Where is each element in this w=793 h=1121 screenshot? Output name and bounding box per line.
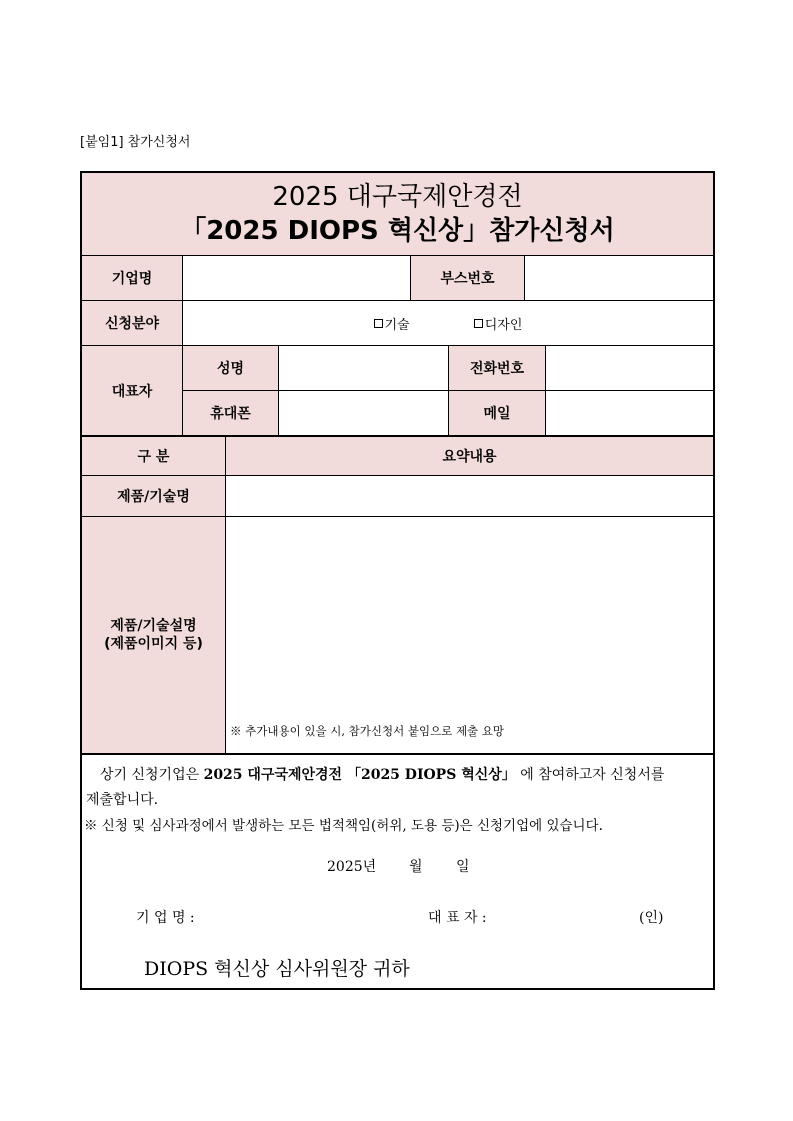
product-desc-label: 제품/기술설명 (제품이미지 등)	[82, 517, 225, 753]
title-line1: 2025 대구국제안경전	[272, 182, 523, 212]
date-day: 일	[456, 859, 470, 875]
company-name-field[interactable]	[183, 256, 410, 300]
email-label: 메일	[449, 391, 545, 435]
liability-note: ※ 신청 및 심사과정에서 발생하는 모든 법적책임(허위, 도용 등)은 신청기업에 있습니다.	[84, 818, 603, 834]
title-line2: 「2025 DIOPS 혁신상」참가신청서	[180, 216, 615, 246]
representative-label: 대표자	[82, 346, 182, 435]
form-title	[82, 173, 713, 255]
option-design[interactable]: 디자인	[474, 314, 523, 333]
application-form	[80, 171, 715, 990]
mobile-label: 휴대폰	[183, 391, 278, 435]
product-name-field[interactable]	[226, 476, 713, 516]
product-desc-field[interactable]	[226, 517, 713, 753]
declaration-text: 상기 신청기업은 2025 대구국제안경전 「2025 DIOPS 혁신상」 에 참여하고자 신청서를	[100, 767, 665, 783]
declaration-line2: 제출합니다.	[86, 792, 159, 808]
option-technology[interactable]: 기술	[374, 314, 410, 333]
name-label: 성명	[183, 346, 278, 390]
name-field[interactable]	[279, 346, 448, 390]
addressee: DIOPS 혁신상 심사위원장 귀하	[144, 958, 410, 980]
category-label: 구 분	[82, 437, 225, 475]
application-field-label: 신청분야	[82, 301, 182, 345]
date-year: 2025년	[327, 859, 377, 875]
attachment-label: [붙임1] 참가신청서	[80, 135, 191, 150]
seal-mark: (인)	[639, 910, 664, 926]
summary-label: 요약내용	[226, 437, 713, 475]
signature-company-label: 기 업 명 :	[136, 910, 195, 926]
booth-number-field[interactable]	[525, 256, 713, 300]
phone-field[interactable]	[546, 346, 713, 390]
application-field-options	[183, 301, 713, 345]
company-name-label: 기업명	[82, 256, 182, 300]
signature-rep-label: 대 표 자 :	[428, 910, 487, 926]
email-field[interactable]	[546, 391, 713, 435]
phone-label: 전화번호	[449, 346, 545, 390]
additional-content-note: ※ 추가내용이 있을 시, 참가신청서 붙임으로 제출 요망	[230, 724, 505, 738]
checkbox-icon[interactable]	[474, 319, 483, 328]
product-name-label: 제품/기술명	[82, 476, 225, 516]
booth-number-label: 부스번호	[411, 256, 524, 300]
checkbox-icon[interactable]	[374, 319, 383, 328]
mobile-field[interactable]	[279, 391, 448, 435]
declaration-event-name: 2025 대구국제안경전 「2025 DIOPS 혁신상」	[203, 767, 516, 783]
date-month: 월	[409, 859, 423, 875]
